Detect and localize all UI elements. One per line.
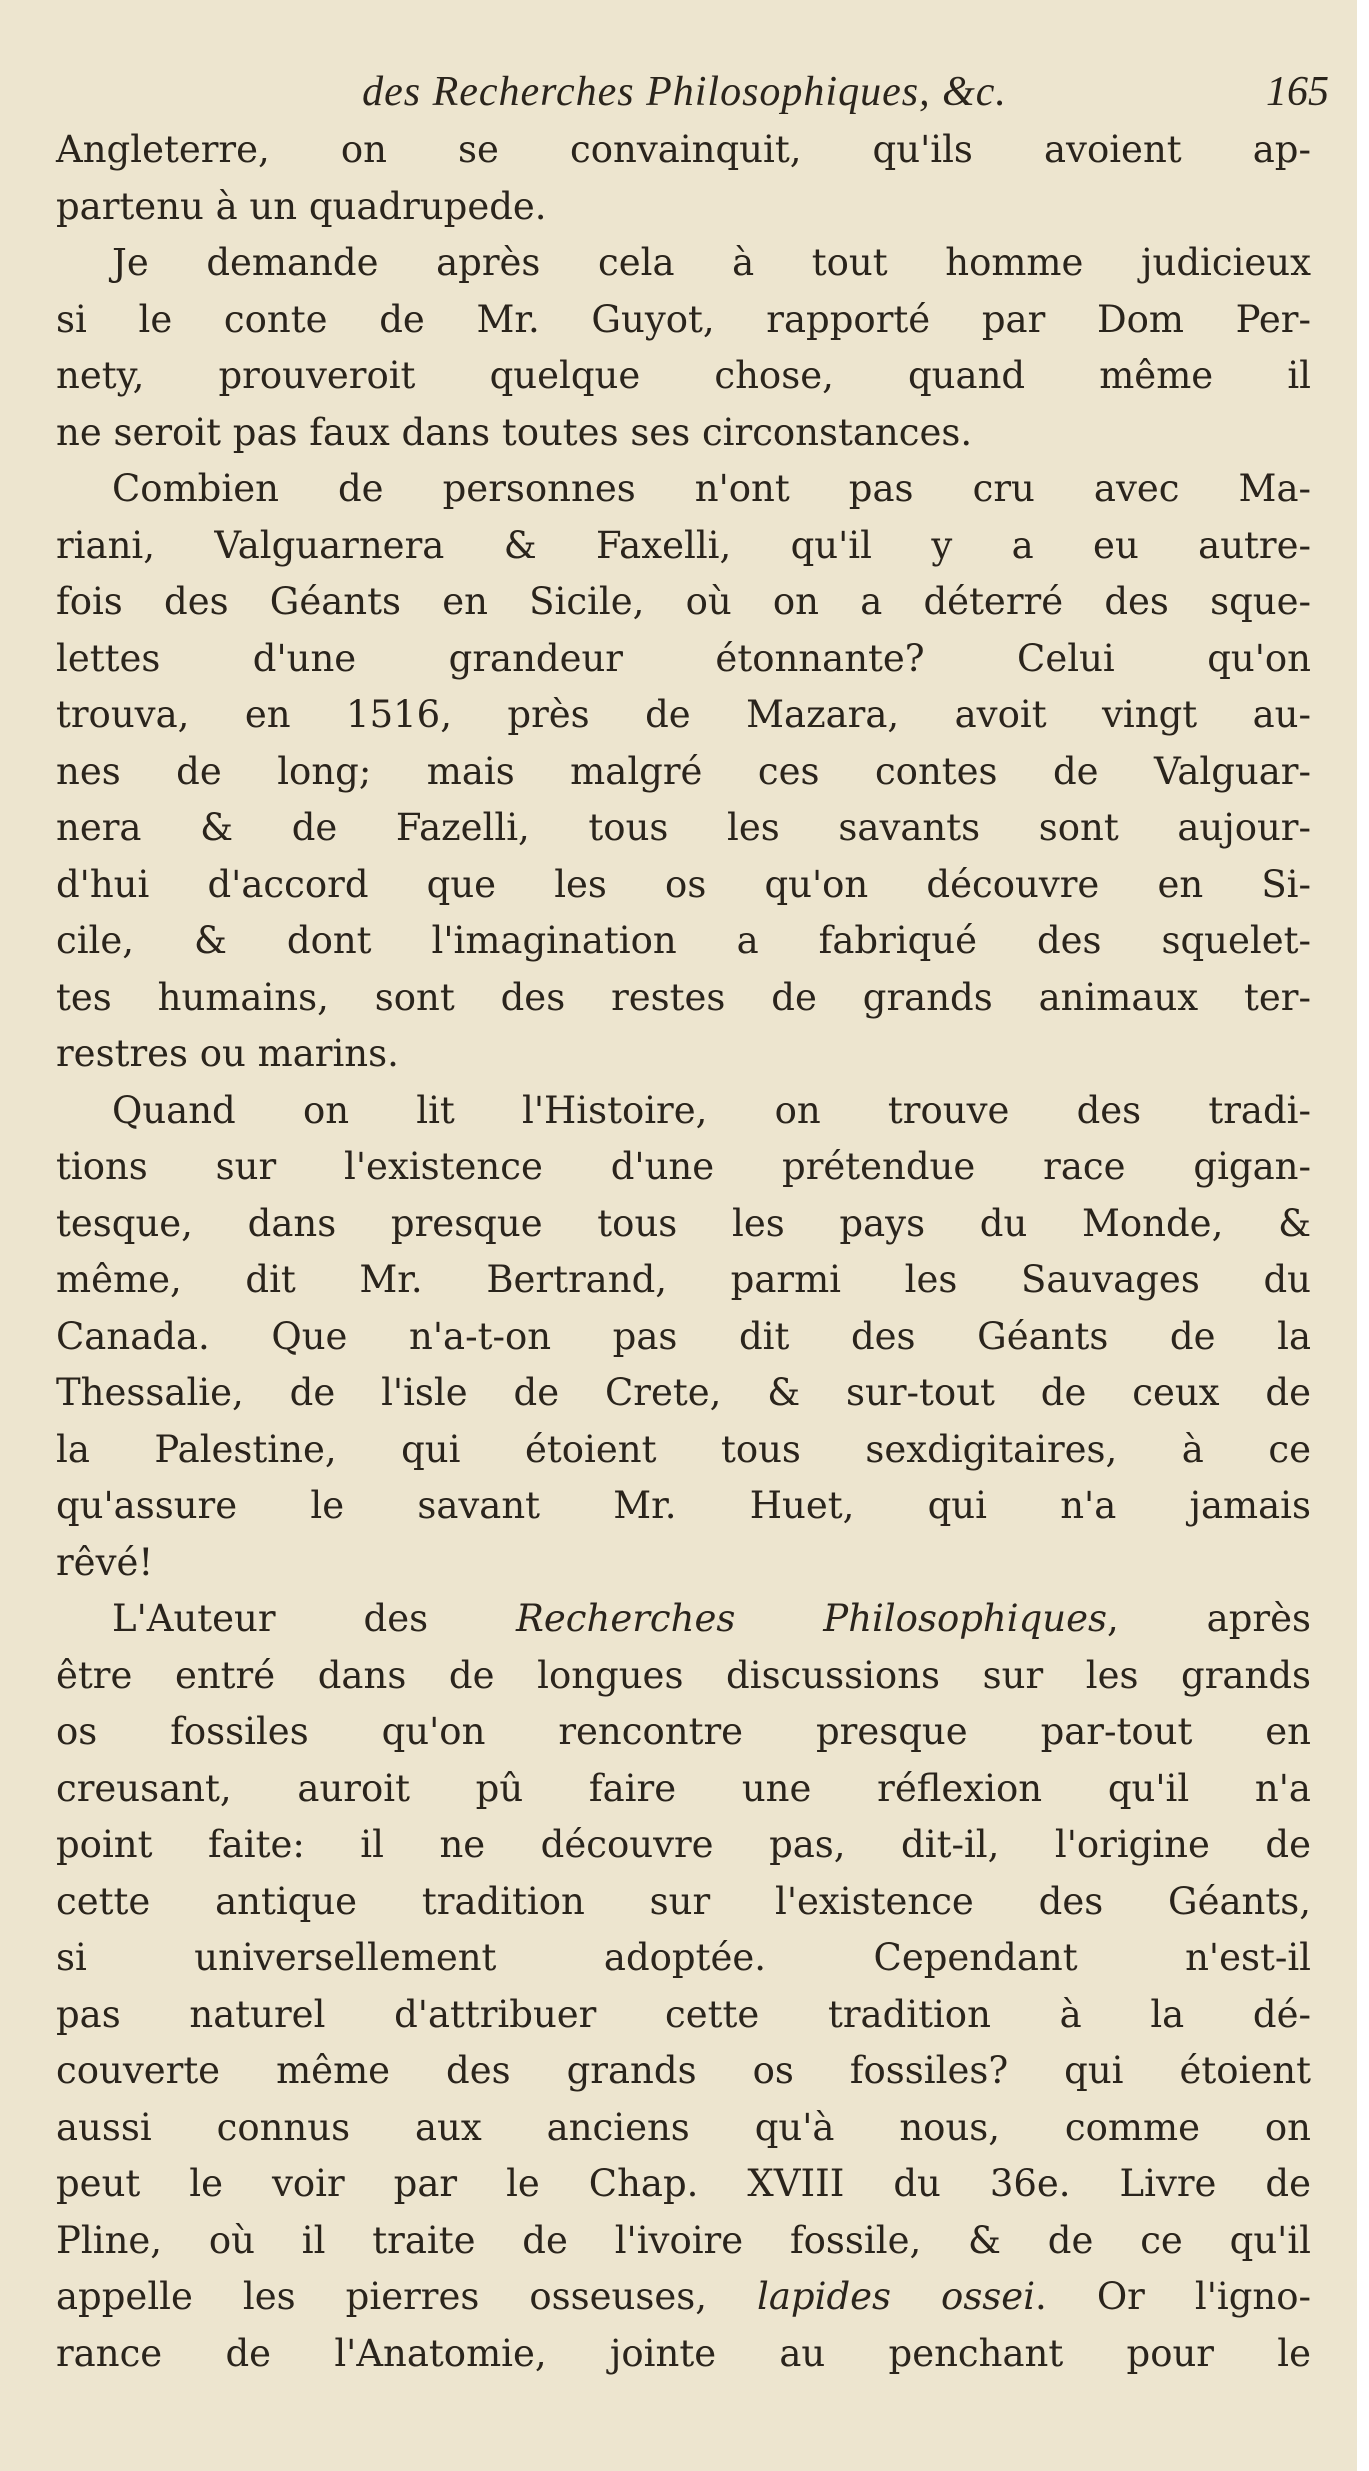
text-span: rêvé! [56,1540,154,1584]
text-span: ne seroit pas faux dans toutes ses circonstances. [56,410,973,454]
text-line [56,1874,1311,1931]
text-span: nera & de Fazelli, tous les savants sont aujour- [56,806,1311,849]
text-line [56,461,1311,518]
text-line [56,1083,1311,1140]
text-line [56,1591,1311,1648]
text-span: Thessalie, de l'isle de Crete, & sur-tout de ceux de [56,1371,1311,1414]
text-span: d'hui d'accord que les os qu'on découvre en Si- [56,862,1311,906]
text-line [56,1422,1311,1479]
text-line [56,744,1311,801]
text-span: restres ou marins. [56,1032,399,1075]
text-span: tes humains, sont des restes de grands animaux ter- [56,975,1311,1019]
text-line [56,2213,1311,2270]
text-span: nety, prouveroit quelque chose, quand même il [56,354,1311,397]
text-span: si universellement adoptée. Cependant n'est-il [56,1936,1311,1979]
text-span: couverte même des grands os fossiles? qui étoient [56,2049,1311,2092]
text-line [56,1704,1311,1761]
text-span: même, dit Mr. Bertrand, parmi les Sauvages du [56,1258,1311,1301]
text-line [56,1309,1311,1366]
text-span: si le conte de Mr. Guyot, rapporté par Dom Per- [56,297,1311,341]
text-span: nes de long; mais malgré ces contes de Valguar- [56,749,1311,793]
text-line [56,1365,1311,1422]
text-line [56,574,1311,631]
body-text [56,122,1311,2382]
text-line [56,1817,1311,1874]
text-line [56,857,1311,914]
text-span: creusant, auroit pû faire une réflexion qu'il n'a [56,1766,1311,1810]
text-line [56,1026,1311,1083]
text-span: os fossiles qu'on rencontre presque par-tout en [56,1710,1311,1753]
text-span: la Palestine, qui étoient tous sexdigitaires, à ce [56,1427,1311,1471]
text-span: qu'assure le savant Mr. Huet, qui n'a jamais [56,1484,1311,1527]
text-span: Pline, où il traite de l'ivoire fossile, & de ce qu'il [56,2218,1311,2262]
text-span: être entré dans de longues discussions sur les grands [56,1653,1311,1697]
text-line [56,1987,1311,2044]
text-span: point faite: il ne découvre pas, dit-il, l'origine de [56,1823,1311,1866]
text-span: riani, Valguarnera & Faxelli, qu'il y a eu autre- [56,523,1311,567]
text-span: , après [1106,1597,1311,1640]
text-line [56,2100,1311,2157]
text-span: lettes d'une grandeur étonnante? Celui qu'on [56,636,1311,680]
text-line [56,1930,1311,1987]
text-span: lapides ossei [757,2275,1036,2318]
text-span: Je demande après cela à tout homme judicieux [112,241,1311,284]
text-line [56,913,1311,970]
page-edge [1357,0,1369,2471]
text-line [56,1196,1311,1253]
text-line [56,2043,1311,2100]
text-line [56,631,1311,688]
text-line [56,1648,1311,1705]
text-line [56,1252,1311,1309]
text-line [56,2326,1311,2383]
text-span: fois des Géants en Sicile, où on a déterré des sque- [56,580,1311,623]
text-span: Angleterre, on se convainquit, qu'ils avoient ap- [56,128,1311,171]
text-span: aussi connus aux anciens qu'à nous, comme on [56,2105,1311,2149]
text-span: Quand on lit l'Histoire, on trouve des tradi- [112,1088,1311,1132]
text-line [56,2269,1311,2326]
text-line [56,518,1311,575]
running-head: des Recherches Philosophiques, &c. [362,69,1007,115]
text-span: cette antique tradition sur l'existence des Géants, [56,1879,1311,1923]
text-span: tions sur l'existence d'une prétendue race gigan- [56,1145,1311,1188]
text-span: rance de l'Anatomie, jointe au penchant pour le [56,2331,1311,2375]
text-span: L'Auteur des [112,1597,517,1640]
text-line [56,1535,1311,1592]
text-span: Canada. Que n'a-t-on pas dit des Géants de la [56,1314,1311,1358]
text-line [56,970,1311,1027]
text-span: pas naturel d'attribuer cette tradition à la dé- [56,1992,1311,2036]
text-span: partenu à un quadrupede. [56,184,547,228]
text-line [56,122,1311,179]
text-line [56,292,1311,349]
text-line [56,2156,1311,2213]
text-line [56,348,1311,405]
text-line [56,1761,1311,1818]
text-span: trouva, en 1516, près de Mazara, avoit vingt au- [56,693,1311,736]
text-span: peut le voir par le Chap. XVIII du 36e. Livre de [56,2162,1311,2205]
text-span: tesque, dans presque tous les pays du Monde, & [56,1201,1311,1245]
text-line [56,235,1311,292]
text-span: cile, & dont l'imagination a fabriqué des squelet- [56,919,1311,962]
text-line [56,405,1311,462]
text-line [56,179,1311,236]
text-line [56,1478,1311,1535]
page-number: 165 [1266,69,1329,115]
text-span: . Or l'igno- [1035,2275,1312,2318]
text-line [56,687,1311,744]
text-line [56,1139,1311,1196]
text-span: appelle les pierres osseuses, [56,2275,758,2318]
text-span: Combien de personnes n'ont pas cru avec Ma- [112,467,1311,510]
text-span: Recherches Philosophiques [516,1597,1107,1640]
text-line [56,800,1311,857]
